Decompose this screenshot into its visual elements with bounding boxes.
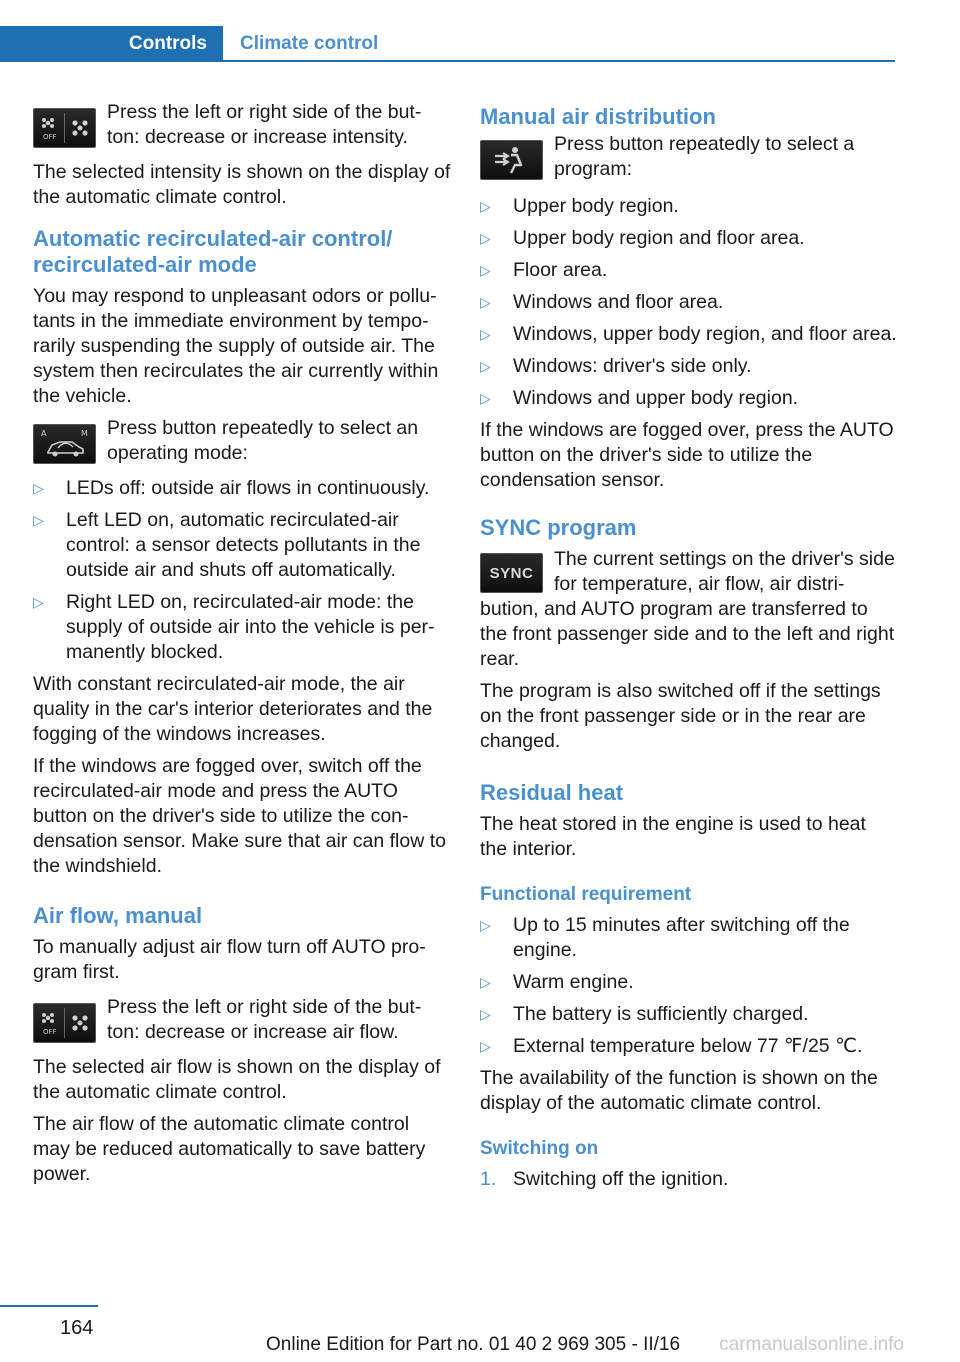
- bullet-icon: ▷: [480, 198, 491, 214]
- sync-note: The program is also switched off if the settings on the front passenger side or in the rear are changed.: [480, 680, 881, 752]
- functional-heading: Functional requirement: [480, 884, 692, 905]
- bullet-icon: ▷: [33, 512, 44, 528]
- intensity-text: Press the left or right side of the but-ton: decrease or increase intensity.: [107, 101, 422, 148]
- airflow-button-text: Press the left or right side of the but-ton: decrease or increase air flow.: [107, 996, 422, 1043]
- air-distribution-button-icon: [480, 140, 543, 180]
- page-number: 164: [60, 1317, 94, 1339]
- intensity-note: The selected intensity is shown on the display of the automatic climate control.: [33, 161, 451, 208]
- sync-button-icon: [480, 553, 543, 593]
- list-item: [480, 258, 898, 283]
- availability-note: The availability of the function is shown on the display of the automatic climate control.: [480, 1067, 878, 1114]
- bullet-icon: ▷: [480, 917, 491, 933]
- switching-heading: Switching on: [480, 1138, 599, 1159]
- recirc-a-label: A: [41, 429, 47, 438]
- list-item: [480, 322, 898, 347]
- intensity-instruction: [33, 100, 451, 150]
- list-item: [480, 290, 898, 315]
- list-item-text: Right LED on, recirculated-air mode: the supply of outside air into the vehicle is per-manently blocked.: [66, 591, 435, 663]
- recirc-button-text: Press button repeatedly to select an operating mode:: [107, 417, 419, 464]
- list-item: [33, 476, 451, 501]
- residual-text: The heat stored in the engine is used to heat the interior.: [480, 813, 866, 860]
- header-bar: [0, 26, 895, 62]
- step-number: 1.: [480, 1168, 497, 1190]
- bullet-icon: ▷: [480, 974, 491, 990]
- list-item-text: External temperature below 77 ℉/25 ℃.: [513, 1035, 863, 1057]
- list-item: [480, 1034, 898, 1059]
- list-item-text: Left LED on, automatic recirculated-air control: a sensor detects pollutants in the outside air and shuts off automatically.: [66, 509, 421, 581]
- off-label: OFF: [43, 1028, 57, 1036]
- recirc-m-label: M: [81, 429, 88, 438]
- program-list: [480, 194, 898, 411]
- list-item-text: LEDs off: outside air flows in continuously.: [66, 477, 430, 499]
- distribution-heading: Manual air distribution: [480, 104, 716, 129]
- airflow-note-1: The selected air flow is shown on the display of the automatic climate control.: [33, 1056, 441, 1103]
- airflow-text: To manually adjust air flow turn off AUTO pro-gram first.: [33, 936, 426, 983]
- tab-climate-control[interactable]: Climate control: [240, 33, 379, 54]
- list-item-text: Windows: driver's side only.: [513, 355, 752, 377]
- sync-block: [480, 547, 898, 672]
- list-item: [480, 1002, 898, 1027]
- recirc-heading: Automatic recirculated-air control/ recirculated-air mode: [33, 226, 393, 277]
- list-item-text: Windows and upper body region.: [513, 387, 799, 409]
- bullet-icon: ▷: [480, 262, 491, 278]
- bullet-icon: ▷: [480, 326, 491, 342]
- airflow-heading: Air flow, manual: [33, 903, 203, 928]
- list-item-text: Upper body region and floor area.: [513, 227, 805, 249]
- list-item: [480, 386, 898, 411]
- off-label: OFF: [43, 133, 57, 141]
- watermark: carmanualsonline.info: [719, 1334, 904, 1355]
- list-item: [480, 913, 898, 963]
- sync-heading: SYNC program: [480, 515, 637, 540]
- bullet-icon: ▷: [480, 1038, 491, 1054]
- edition-text: Online Edition for Part no. 01 40 2 969 305 - II/16: [266, 1334, 681, 1355]
- list-item: [33, 508, 451, 583]
- airflow-button-icon: [33, 1003, 96, 1043]
- list-item-text: Warm engine.: [513, 971, 634, 993]
- list-item: [33, 590, 451, 665]
- list-item-text: Up to 15 minutes after switching off the engine.: [513, 914, 850, 961]
- list-item-text: Upper body region.: [513, 195, 679, 217]
- list-item: [480, 226, 898, 251]
- tab-controls[interactable]: Controls: [0, 26, 223, 61]
- bullet-icon: ▷: [480, 230, 491, 246]
- header-divider: [0, 60, 895, 62]
- distribution-instruction: [480, 132, 898, 182]
- recirc-note-2: If the windows are fogged over, switch off the recirculated-air mode and press the AUTO button on the driver's side to utilize the con-densation sensor. Make sure that air can flow to the windshield.: [33, 755, 446, 877]
- airflow-note-2: The air flow of the automatic climate control may be reduced automatically to save battery power.: [33, 1113, 426, 1185]
- intensity-button-icon: [33, 108, 96, 148]
- bullet-icon: ▷: [480, 1006, 491, 1022]
- bullet-icon: ▷: [480, 294, 491, 310]
- requirement-list: [480, 913, 898, 1059]
- bullet-icon: ▷: [480, 390, 491, 406]
- recirc-button-icon: [33, 424, 96, 464]
- list-item: [480, 1167, 898, 1192]
- bullet-icon: ▷: [33, 480, 44, 496]
- recirc-instruction: [33, 416, 451, 466]
- recirc-text: You may respond to unpleasant odors or pollu-tants in the immediate environment by tempo-rarily suspending the supply of outside air. The system then recirculates the air currently within the vehicle.: [33, 285, 439, 407]
- step-text: Switching off the ignition.: [513, 1168, 729, 1190]
- recirc-note-1: With constant recirculated-air mode, the air quality in the car's interior deteriorates and the fogging of the windows increases.: [33, 673, 433, 745]
- residual-heading: Residual heat: [480, 780, 624, 805]
- recirc-mode-list: [33, 476, 451, 665]
- footer-divider: [0, 1305, 98, 1307]
- distribution-button-text: Press button repeatedly to select a program:: [554, 133, 855, 180]
- left-column: [33, 100, 451, 1194]
- steps-list: [480, 1167, 898, 1192]
- airflow-instruction: [33, 995, 451, 1045]
- sync-icon-label: SYNC: [489, 564, 534, 582]
- list-item: [480, 194, 898, 219]
- bullet-icon: ▷: [480, 358, 491, 374]
- list-item: [480, 970, 898, 995]
- sync-text: The current settings on the driver's side for temperature, air flow, air distri-bution, and AUTO program are transferred to the front passenger side and to the left and right rear.: [480, 548, 895, 670]
- list-item-text: Windows, upper body region, and floor area.: [513, 323, 897, 345]
- list-item: [480, 354, 898, 379]
- bullet-icon: ▷: [33, 594, 44, 610]
- list-item-text: Windows and floor area.: [513, 291, 724, 313]
- right-column: [480, 100, 898, 1192]
- distribution-note: If the windows are fogged over, press the AUTO button on the driver's side to utilize the condensation sensor.: [480, 419, 894, 491]
- list-item-text: Floor area.: [513, 259, 608, 281]
- list-item-text: The battery is sufficiently charged.: [513, 1003, 809, 1025]
